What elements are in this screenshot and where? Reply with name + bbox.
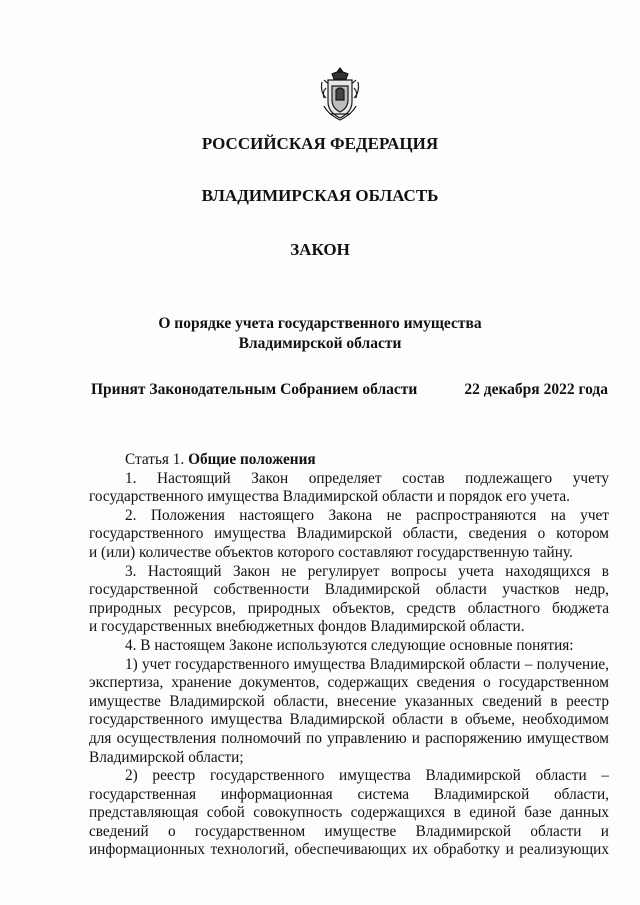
adoption-date: 22 декабря 2022 года	[464, 381, 608, 398]
law-title-line: О порядке учета государственного имущества	[158, 315, 482, 332]
article-prefix: Статья 1.	[125, 451, 185, 468]
body-line: 3. Настоящий Закон не регулирует вопросы учета находящихся в	[125, 562, 609, 580]
body-line: 2) реестр государственного имущества Владимирской области –	[125, 767, 609, 785]
body-line: природных ресурсов, природных объектов, средств областного бюджета	[89, 599, 609, 617]
body-line: государственного имущества Владимирской области в объеме, необходимом	[89, 711, 609, 729]
body-line: государственного имущества Владимирской области и порядок его учета.	[89, 488, 570, 506]
body-line: информационных технологий, обеспечивающих их обработку и реализующих	[89, 841, 609, 859]
coat-of-arms-icon	[318, 66, 362, 124]
doc-type-heading: ЗАКОН	[290, 240, 350, 259]
body-line: сведений о государственном имуществе Владимирской области и	[89, 822, 609, 840]
region-heading: ВЛАДИМИРСКАЯ ОБЛАСТЬ	[201, 186, 439, 205]
adoption-info	[91, 381, 608, 399]
body-line: и государственных внебюджетных фондов Владимирской области.	[89, 618, 525, 636]
body-line: государственной собственности Владимирской области участков недр,	[89, 581, 609, 599]
body-line: экспертиза, хранение документов, содержащих сведения о государственном	[89, 674, 609, 692]
body-line: 1. Настоящий Закон определяет состав подлежащего учету	[125, 469, 609, 487]
body-line: имуществе Владимирской области, внесение указанных сведений в реестр	[89, 692, 609, 710]
country-heading: РОССИЙСКАЯ ФЕДЕРАЦИЯ	[201, 134, 439, 153]
body-line: государственная информационная система Владимирской области,	[89, 785, 609, 803]
body-line: 2. Положения настоящего Закона не распространяются на учет	[125, 506, 609, 524]
law-title-line: Владимирской области	[238, 335, 402, 352]
law-body	[89, 451, 609, 860]
article-name: Общие положения	[188, 451, 316, 468]
body-line: Владимирской области;	[89, 748, 244, 766]
body-line: 4. В настоящем Законе используются следующие основные понятия:	[125, 636, 574, 654]
law-title	[0, 314, 640, 354]
article-heading	[89, 451, 609, 470]
body-line: и (или) количестве объектов которого составляют государственную тайну.	[89, 543, 573, 561]
body-line: 1) учет государственного имущества Владимирской области – получение,	[125, 655, 609, 673]
body-line: представляющая собой совокупность содержащихся в единой базе данных	[89, 804, 609, 822]
body-line: государственного имущества Владимирской области, сведения о котором	[89, 525, 609, 543]
adopted-by: Принят Законодательным Собранием области	[91, 381, 418, 398]
body-line: для осуществления полномочий по управлению и распоряжению имуществом	[89, 729, 609, 747]
